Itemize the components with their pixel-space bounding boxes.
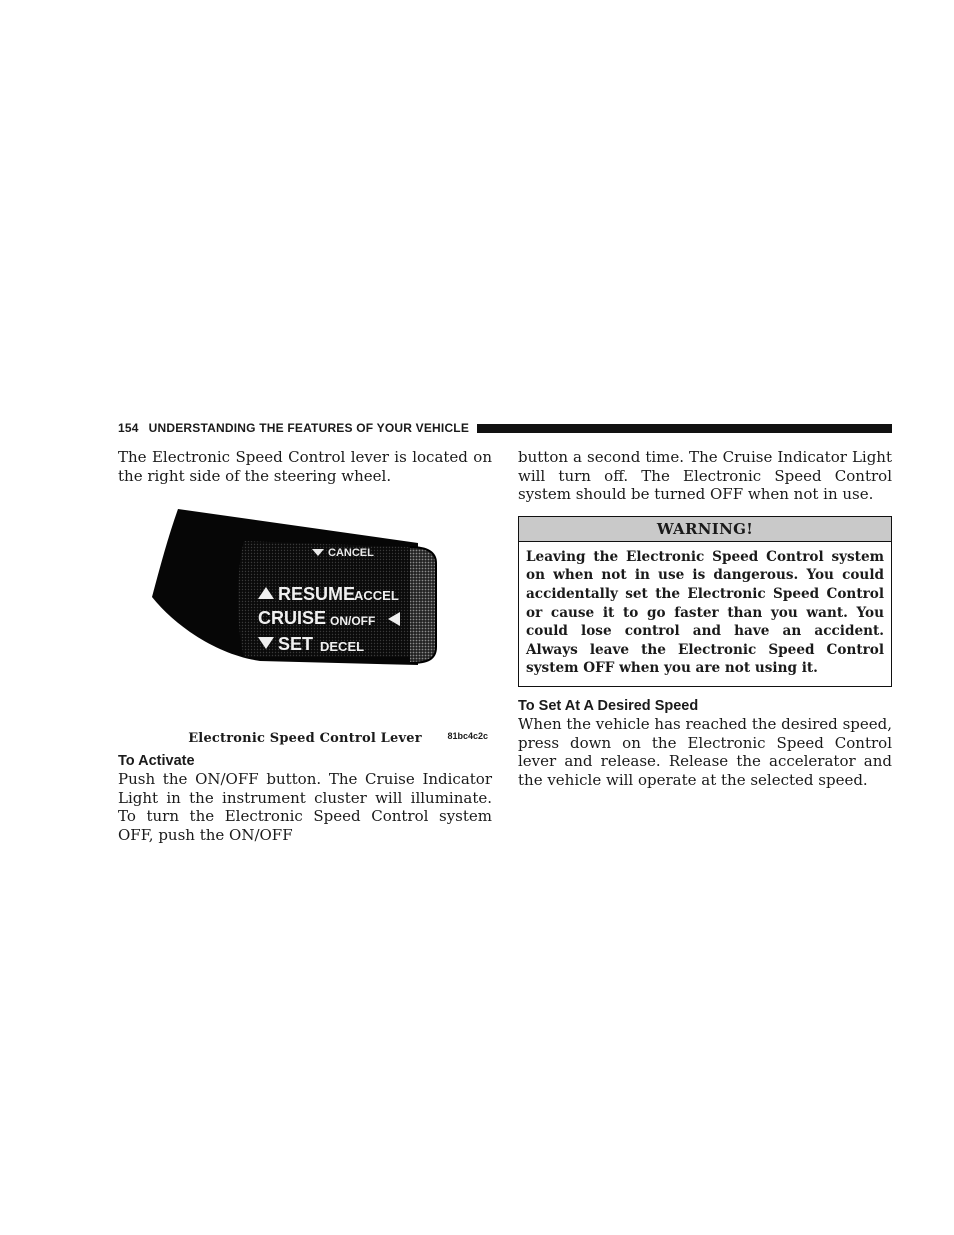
page-header [118, 420, 892, 436]
warning-text: Leaving the Electronic Speed Control system on when not in use is dangerous. You could accidentally set the Electronic Speed Control or cause it to go faster than you want. You could lose control and have an accident. Always leave the Electronic Speed Control system OFF when you are not using it. [526, 548, 884, 677]
set-speed-paragraph: When the vehicle has reached the desired speed, press down on the Electronic Speed Control lever and release. Release the accelerator and the vehicle will operate at the selected speed. [518, 714, 892, 789]
set-label: SET [278, 634, 314, 655]
left-column [118, 448, 492, 845]
header-rule [477, 424, 892, 433]
decel-label: DECEL [320, 639, 365, 655]
to-activate-paragraph: Push the ON/OFF button. The Cruise Indicator Light in the instrument cluster will illuminate. To turn the Electronic Speed Control system OFF, push the ON/OFF [118, 770, 492, 844]
figure-caption: Electronic Speed Control Lever [188, 731, 422, 747]
cancel-label: CANCEL [328, 547, 374, 560]
resume-label: RESUME [278, 584, 356, 605]
intro-paragraph: The Electronic Speed Control lever is located on the right side of the steering wheel. [118, 448, 492, 485]
figure-code: 81bc4c2c [447, 731, 488, 742]
cruise-label: CRUISE [258, 608, 327, 629]
warning-box [518, 516, 892, 687]
right-column [518, 448, 892, 789]
on-off-label: ON/OFF [330, 614, 376, 629]
lever-illustration [148, 507, 440, 673]
section-title: UNDERSTANDING THE FEATURES OF YOUR VEHICLE [148, 421, 470, 435]
page-number: 154 [118, 421, 139, 435]
accel-label: ACCEL [354, 588, 399, 604]
warning-title: WARNING! [519, 517, 891, 542]
set-speed-heading: To Set At A Desired Speed [518, 697, 699, 714]
continuation-paragraph: button a second time. The Cruise Indicator Light will turn off. The Electronic Speed Control system should be turned OFF when not in use. [518, 448, 892, 504]
to-activate-heading: To Activate [118, 753, 195, 770]
